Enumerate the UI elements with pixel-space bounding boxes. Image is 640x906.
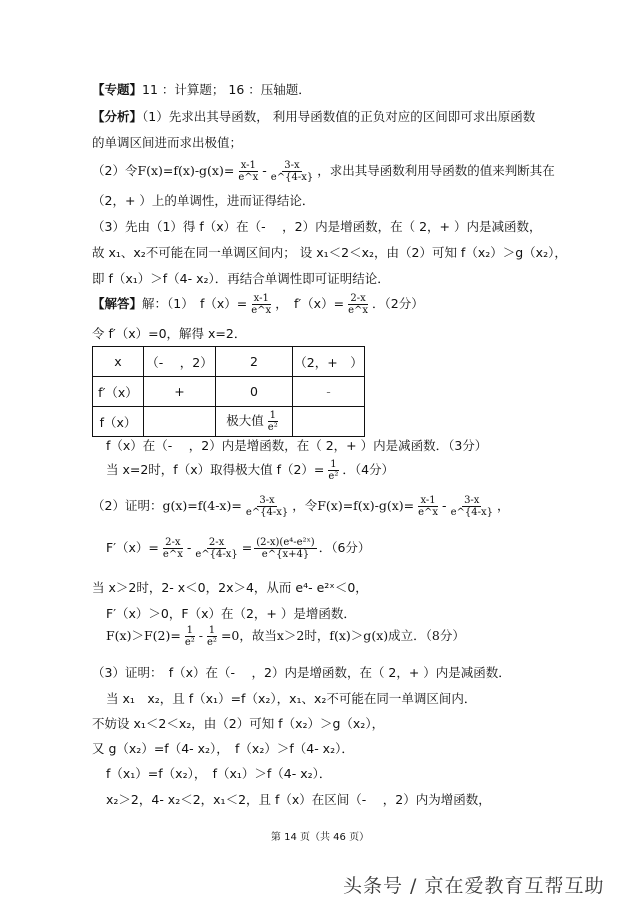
analysis-p2-frac-2: [269, 160, 315, 183]
max-fraction-inline: [326, 459, 340, 482]
Fprime-line: F′（x）= $\frac{2-x}{e\^{}x}$ - $\frac{2-x}{e\^{}\{4-x\}}$ = $\frac{\text{(2-x)(e⁴-e²ˣ)}}{e\^{}\{x+4\}}$ ．（6分）: [106, 537, 371, 560]
analysis-p2-expr: F(x)=f(x)-g(x)=: [137, 163, 235, 178]
topic-label: 【专题】: [92, 82, 143, 97]
table-row: [93, 407, 365, 437]
frac-denominator: e^{4-x}: [450, 507, 493, 518]
Fprime-frac-2: [193, 537, 239, 560]
frac-denominator: e^x: [238, 172, 259, 183]
watermark: 头条号 / 京在爱教育互帮互助: [343, 875, 605, 897]
Fprime-frac-3: [254, 537, 316, 560]
proof2-end: ，: [496, 498, 510, 513]
f-fraction: [249, 293, 273, 316]
frac-numerator: 1: [269, 410, 276, 421]
frac-denominator: e^{x+4}: [261, 549, 310, 560]
frac-numerator: 2-x: [208, 537, 225, 548]
max-prefix: 当 x=2时，f（x）取得极大值 f（2）=: [106, 462, 325, 477]
proof2-mid: ，令F(x)=f(x)-g(x)=: [292, 498, 415, 513]
F2-line: F(x)＞F(2)= $\frac{1}{\text{e²}}$ - $\frac{1}{\text{e²}}$ =0，故当x＞2时，f(x)＞g(x)成立．（8分）: [106, 625, 465, 648]
proof3-line-5: f（x₁）=f（x₂）， f（x₁）＞f（4- x₂）．: [106, 766, 332, 781]
table-row: [93, 347, 365, 377]
frac-denominator: e^{4-x}: [195, 549, 238, 560]
frac-denominator: e²: [207, 637, 217, 648]
proof3-line-1: （3）证明： f（x）在（- ，2）内是增函数，在（ 2，+ ）内是减函数．: [92, 665, 511, 680]
table-cell: [293, 407, 365, 437]
frac-numerator: x-1: [240, 160, 256, 171]
table-row: [93, 377, 365, 407]
proof2-F1-frac: [416, 495, 440, 518]
analysis-p2-prefix: （2）令: [92, 163, 138, 178]
table-cell: -: [293, 377, 365, 407]
proof2-g-frac: [244, 495, 290, 518]
table-cell: f（x）: [93, 407, 144, 437]
analysis-text-1: （1）先求出其导函数， 利用导函数值的正负对应的区间即可求出原函数: [142, 109, 536, 124]
frac-numerator: (2-x)(e⁴-e²ˣ): [256, 537, 315, 548]
table-cell: 0: [216, 377, 293, 407]
frac-denominator: e^{4-x}: [270, 172, 314, 183]
proof3-line-4: 又 g（x₂）=f（4- x₂）， f（x₂）＞f（4- x₂）．: [92, 741, 354, 756]
fprime-suffix: ．（2分）: [372, 296, 424, 311]
F2-frac-a: [183, 625, 197, 648]
page-footer: 第 14 页（共 46 页）: [270, 832, 370, 843]
analysis-part3-line-1: （3）先由（1）得 f（x）在（- ，2）内是增函数，在（ 2，+ ）内是减函数，: [92, 219, 542, 234]
analysis-p2-frac-1: [236, 160, 260, 183]
solution-line-1: [92, 290, 424, 318]
proof2-line: （2）证明：g(x)=f(4-x)= $\frac{3-x}{e\^{}\{4-x\}}$ ，令F(x)=f(x)-g(x)= $\frac{x-1}{e\^{}x}$ - $\frac{3-x}{e\^{}\{4-x\}}$ ，: [92, 495, 510, 518]
topic-text: 11 ：计算题； 16 ：压轴题．: [142, 82, 311, 97]
analysis-part2-line: （2）令F(x)=f(x)-g(x)= $\frac{x-1}{e\^{}x}$ - $\frac{3-x}{e\^{}\{4-x\}}$ ，求出其导函数利用导函数的值来判断其在: [92, 160, 555, 183]
max-value-line: [106, 456, 394, 484]
frac-denominator: e^x: [162, 549, 183, 560]
proof3-line-3: 不妨设 x₁＜2＜x₂，由（2）可知 f（x₂）＞g（x₂），: [92, 716, 385, 731]
F2-frac-b: [205, 625, 219, 648]
analysis-part2-line-2: （2，+ ）上的单调性，进而证得结论．: [92, 193, 315, 208]
fprime-fraction: [346, 293, 370, 316]
frac-denominator: e^x: [251, 305, 272, 316]
analysis-label: 【分析】: [92, 109, 143, 124]
Fprime-suffix: ．（6分）: [318, 540, 371, 555]
F-increasing-line: F′（x）＞0，F（x）在（2，+ ）是增函数．: [106, 606, 356, 621]
max-label: 极大值: [226, 413, 264, 428]
table-cell-max: [216, 407, 293, 437]
frac-numerator: 3-x: [464, 495, 480, 506]
table-cell: f′（x）: [93, 377, 144, 407]
table-cell: x: [93, 347, 144, 377]
frac-numerator: 1: [208, 625, 216, 636]
frac-numerator: 1: [186, 625, 193, 636]
when-line: 当 x＞2时，2- x＜0，2x＞4，从而 e⁴- e²ˣ＜0，: [92, 580, 368, 595]
F2-suffix: =0，故当x＞2时，f(x)＞g(x)成立．（8分）: [220, 628, 465, 643]
increasing-line: f（x）在（- ，2）内是增函数，在（ 2，+ ）内是减函数．（3分）: [106, 438, 488, 453]
frac-denominator: e^x: [418, 507, 439, 518]
solution-label: 【解答】: [92, 296, 143, 311]
frac-denominator: e²: [328, 471, 339, 482]
proof2-prefix: （2）证明：: [92, 498, 163, 513]
solution-part1-prefix: 解：（1） f（x）=: [142, 296, 248, 311]
max-fraction: [266, 410, 280, 433]
analysis-line-1: [92, 109, 535, 125]
let-line: 令 f′（x）=0，解得 x=2．: [92, 326, 247, 341]
frac-denominator: e^x: [348, 305, 368, 316]
frac-numerator: 2-x: [165, 537, 181, 548]
frac-numerator: x-1: [253, 293, 269, 304]
frac-numerator: 3-x: [259, 495, 275, 506]
analysis-part3-line-3: 即 f（x₁）＞f（4- x₂）．再结合单调性即可证明结论．: [92, 271, 390, 286]
proof2-F2-frac: [449, 495, 495, 518]
frac-numerator: 1: [330, 459, 337, 470]
frac-numerator: 3-x: [284, 160, 300, 171]
analysis-part3-line-2: 故 x₁、x₂不可能在同一单调区间内； 设 x₁＜2＜x₂，由（2）可知 f（x₂）＞g（x₂），: [92, 245, 567, 260]
table-cell: 2: [216, 347, 293, 377]
proof3-line-6: x₂＞2，4- x₂＜2，x₁＜2，且 f（x）在区间（- ，2）内为增函数，: [106, 792, 491, 807]
table-cell: （- ，2）: [144, 347, 216, 377]
Fprime-frac-1: [161, 537, 185, 560]
table-cell: +: [144, 377, 216, 407]
Fprime-prefix: F′（x）=: [106, 540, 159, 555]
F2-prefix: F(x)＞F(2)=: [106, 628, 181, 643]
max-suffix: ．（4分）: [342, 462, 395, 477]
analysis-line-2: 的单调区间进而求出极值；: [92, 135, 243, 150]
table-cell: （2，+ ）: [293, 347, 365, 377]
frac-numerator: 2-x: [350, 293, 366, 304]
frac-denominator: e²: [184, 637, 195, 648]
topic-line: [92, 82, 311, 98]
proof3-line-2: 当 x₁ x₂，且 f（x₁）=f（x₂），x₁、x₂不可能在同一单调区间内．: [106, 691, 477, 706]
frac-numerator: x-1: [420, 495, 436, 506]
analysis-p2-suffix: ，求出其导函数利用导函数的值来判断其在: [317, 163, 555, 178]
fprime-prefix: ， f′（x）=: [275, 296, 345, 311]
proof2-g: g(x)=f(4-x)=: [162, 498, 242, 513]
monotonicity-table: [92, 346, 365, 437]
table-cell: [144, 407, 216, 437]
frac-denominator: e^{4-x}: [245, 507, 289, 518]
frac-denominator: e²: [267, 422, 278, 433]
